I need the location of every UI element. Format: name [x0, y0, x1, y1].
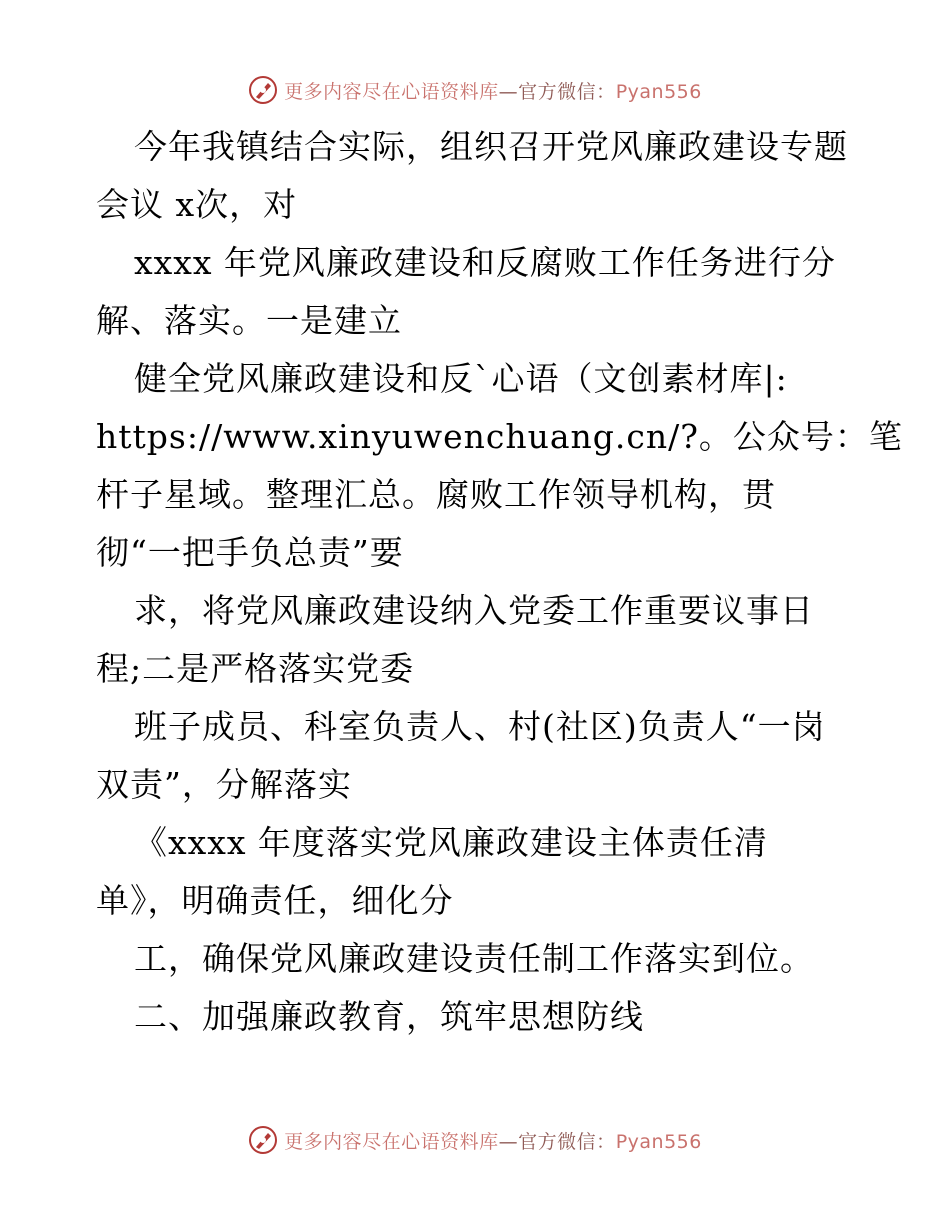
footer-text-b: —官方微信：: [498, 1130, 616, 1153]
body-line: 《xxxx 年度落实党风廉政建设主体责任清: [134, 823, 768, 862]
header-text-c: Pyan556: [615, 80, 702, 103]
pen-logo-icon: [248, 1125, 278, 1155]
body-line: 会议 x次，对: [96, 185, 298, 224]
header-text-a: 更多内容尽在心语资料库: [284, 80, 499, 103]
body-line: 单》，明确责任，细化分: [96, 881, 454, 920]
body-line: 程;二是严格落实党委: [96, 649, 415, 688]
pen-logo-icon: [248, 75, 278, 105]
footer-watermark-text: [284, 1127, 702, 1154]
body-line: https://www.xinyuwenchuang.cn/?。公众号：笔: [96, 417, 903, 456]
body-line: 解、落实。一是建立: [96, 301, 402, 340]
body-line: 二、加强廉政教育，筑牢思想防线: [134, 997, 644, 1036]
footer-text-c: Pyan556: [615, 1130, 702, 1153]
body-line: 双责”，分解落实: [96, 765, 352, 804]
header-watermark-text: [284, 77, 702, 104]
body-line: 彻“一把手负总责”要: [96, 533, 404, 572]
body-line: 班子成员、科室负责人、村(社区)负责人“一岗: [134, 707, 826, 746]
document-body: [96, 118, 903, 1046]
body-line: 求，将党风廉政建设纳入党委工作重要议事日: [134, 591, 814, 630]
header-watermark: [0, 72, 950, 108]
body-line: 健全党风廉政建设和反`心语（文创素材库|:: [134, 359, 788, 398]
body-line: 工，确保党风廉政建设责任制工作落实到位。: [134, 939, 814, 978]
header-text-b: —官方微信：: [498, 80, 616, 103]
footer-watermark: [0, 1122, 950, 1158]
footer-text-a: 更多内容尽在心语资料库: [284, 1130, 499, 1153]
body-line: xxxx 年党风廉政建设和反腐败工作任务进行分: [134, 243, 836, 282]
body-line: 杆子星域。整理汇总。腐败工作领导机构，贯: [96, 475, 776, 514]
body-line: 今年我镇结合实际，组织召开党风廉政建设专题: [134, 127, 848, 166]
